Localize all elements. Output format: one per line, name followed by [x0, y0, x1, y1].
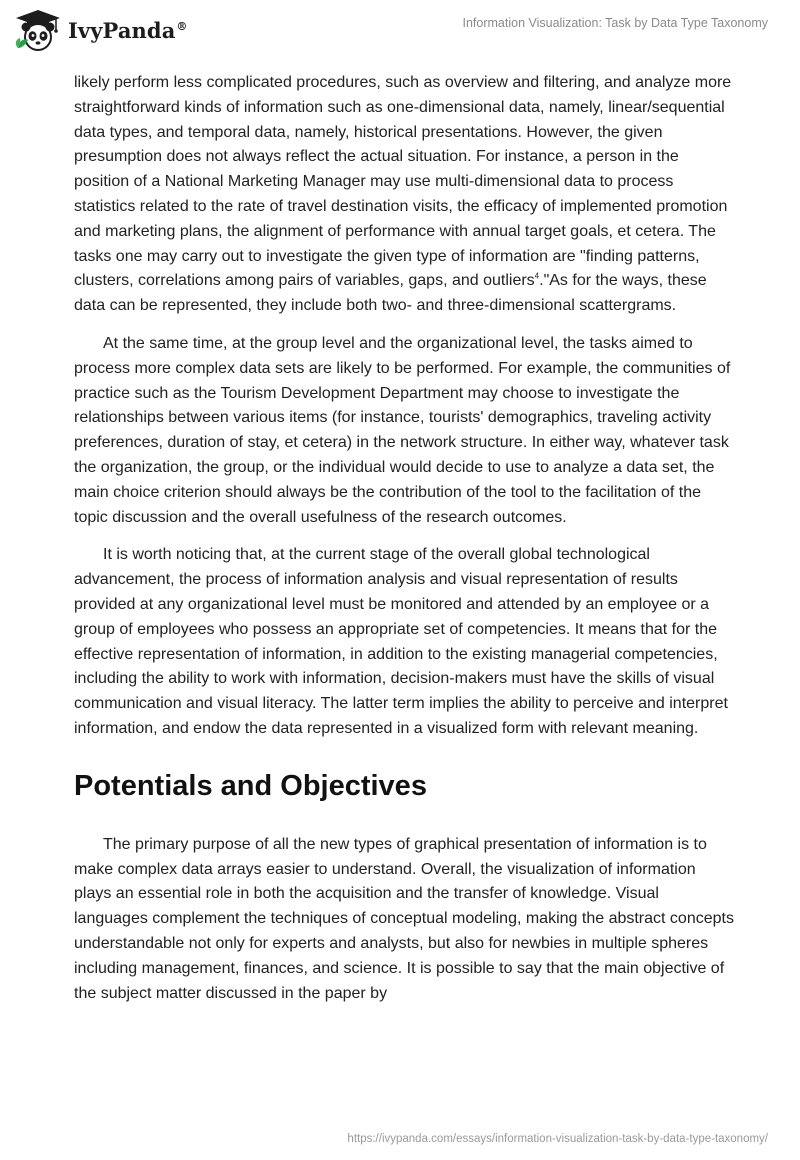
panda-graduate-icon [14, 8, 62, 52]
ivypanda-logo[interactable] [14, 8, 188, 52]
page-header [0, 0, 800, 60]
essay-body [74, 71, 734, 1019]
document-title: Information Visualization: Task by Data Type Taxonomy [462, 16, 768, 30]
section-paragraph: The primary purpose of all the new types of graphical presentation of information is to make complex data arrays easier to understand. Overall, the visualization of information plays an essential role in both the acquisition and the transfer of knowledge. Visual languages complement the techniques of conceptual modeling, making the abstract concepts understandable not only for experts and analysts, but also for newbies in multiple spheres including management, finances, and science. It is possible to say that the main objective of the subject matter discussed in the paper by [74, 835, 734, 1002]
section-heading: Potentials and Objectives [74, 769, 427, 802]
paragraph-1: likely perform less complicated procedures, such as overview and filtering, and analyze more straightforward kinds of information such as one-dimensional data, namely, linear/sequential data types, and temporal data, namely, historical presentations. However, the given presumption does not always reflect the actual situation. For instance, a person in the position of a National Marketing Manager may use multi-dimensional data to process statistics related to the rate of travel destination visits, the efficacy of implemented promotion and marketing plans, the alignment of performance with annual target goals, et cetera. The tasks one may carry out to investigate the given type of information are "finding patterns, clusters, correlations among pairs of variables, gaps, and outliers$^4$."As for the ways, these data can be represented, they include both two- and three-dimensional scattergrams. [74, 74, 732, 315]
page-url[interactable]: https://ivypanda.com/essays/information-visualization-task-by-data-type-taxonomy/ [347, 1133, 768, 1145]
brand-name: IvyPanda® [68, 17, 188, 43]
footnote-ref[interactable]: 4 [534, 272, 540, 282]
paragraph-2: At the same time, at the group level and the organizational level, the tasks aimed to process more complex data sets are likely to be performed. For example, the communities of practice such as the Tourism Development Department may choose to investigate the relationships between various items (for instance, tourists' demographics, traveling activity preferences, duration of stay, et cetera) in the network structure. In either way, whatever task the organization, the group, or the individual would decide to use to analyze a data set, the main choice criterion should always be the contribution of the tool to the facilitation of the topic discussion and the overall usefulness of the research outcomes. [74, 334, 731, 526]
paragraph-3: It is worth noticing that, at the current stage of the overall global technological advancement, the process of information analysis and visual representation of results provided at any organizational level must be monitored and attended by an employee or a group of employees who possess an appropriate set of competencies. It means that for the effective representation of information, in addition to the existing managerial competencies, including the ability to work with information, decision-makers must have the skills of visual communication and visual literacy. The latter term implies the ability to perceive and interpret information, and endow the data represented in a visualized form with relevant meaning. [74, 546, 728, 737]
